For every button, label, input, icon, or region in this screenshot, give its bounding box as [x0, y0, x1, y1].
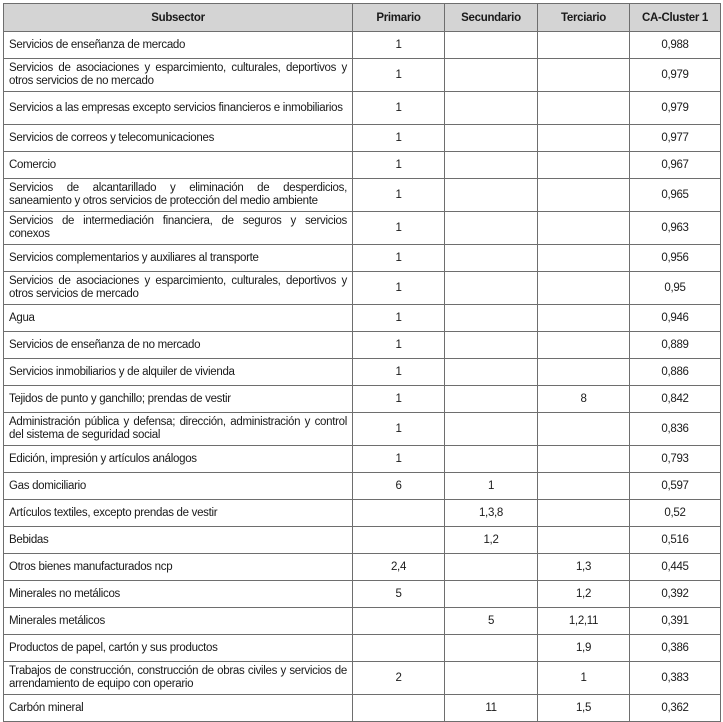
- secundario-cell: [445, 32, 538, 59]
- subsector-cell: Servicios de asociaciones y esparcimiento, culturales, deportivos y otros servicios de mercado: [4, 272, 353, 305]
- ca-cluster-cell: 0,445: [630, 554, 721, 581]
- ca-cluster-cell: 0,963: [630, 212, 721, 245]
- terciario-cell: [538, 179, 630, 212]
- terciario-cell: 1,5: [538, 695, 630, 722]
- terciario-cell: [538, 152, 630, 179]
- primario-cell: 1: [353, 272, 445, 305]
- subsector-cell: Artículos textiles, excepto prendas de vestir: [4, 500, 353, 527]
- ca-cluster-cell: 0,597: [630, 473, 721, 500]
- table-row: [4, 662, 721, 695]
- ca-cluster-cell: 0,886: [630, 359, 721, 386]
- table-row: [4, 245, 721, 272]
- subsector-cell: Servicios a las empresas excepto servicios financieros e inmobiliarios: [4, 92, 353, 125]
- terciario-cell: [538, 473, 630, 500]
- terciario-cell: 1,2,11: [538, 608, 630, 635]
- terciario-cell: [538, 305, 630, 332]
- subsector-cell: Bebidas: [4, 527, 353, 554]
- ca-cluster-cell: 0,967: [630, 152, 721, 179]
- primario-cell: [353, 500, 445, 527]
- secundario-cell: [445, 662, 538, 695]
- primario-cell: 6: [353, 473, 445, 500]
- table-row: [4, 413, 721, 446]
- ca-cluster-cell: 0,383: [630, 662, 721, 695]
- primario-cell: 1: [353, 305, 445, 332]
- primario-cell: 1: [353, 92, 445, 125]
- secundario-cell: [445, 554, 538, 581]
- subsector-cell: Minerales no metálicos: [4, 581, 353, 608]
- subsector-cell: Servicios inmobiliarios y de alquiler de vivienda: [4, 359, 353, 386]
- table-row: [4, 635, 721, 662]
- subsector-cell: Servicios de correos y telecomunicaciones: [4, 125, 353, 152]
- primario-cell: 1: [353, 32, 445, 59]
- header-terciario: Terciario: [538, 4, 630, 32]
- subsector-cell: Gas domiciliario: [4, 473, 353, 500]
- terciario-cell: 1: [538, 662, 630, 695]
- table-row: [4, 272, 721, 305]
- primario-cell: 1: [353, 386, 445, 413]
- table-row: [4, 527, 721, 554]
- subsector-cell: Agua: [4, 305, 353, 332]
- primario-cell: [353, 608, 445, 635]
- header-primario: Primario: [353, 4, 445, 32]
- primario-cell: 1: [353, 152, 445, 179]
- subsector-cell: Servicios de intermediación financiera, de seguros y servicios conexos: [4, 212, 353, 245]
- subsector-table: [3, 3, 721, 722]
- terciario-cell: 1,9: [538, 635, 630, 662]
- ca-cluster-cell: 0,391: [630, 608, 721, 635]
- secundario-cell: [445, 332, 538, 359]
- subsector-cell: Administración pública y defensa; dirección, administración y control del sistema de seguridad social: [4, 413, 353, 446]
- secundario-cell: 11: [445, 695, 538, 722]
- table-row: [4, 446, 721, 473]
- primario-cell: 2: [353, 662, 445, 695]
- table-row: [4, 92, 721, 125]
- ca-cluster-cell: 0,979: [630, 92, 721, 125]
- table-row: [4, 152, 721, 179]
- ca-cluster-cell: 0,988: [630, 32, 721, 59]
- secundario-cell: [445, 386, 538, 413]
- terciario-cell: [538, 32, 630, 59]
- terciario-cell: [538, 446, 630, 473]
- ca-cluster-cell: 0,392: [630, 581, 721, 608]
- primario-cell: 1: [353, 245, 445, 272]
- terciario-cell: [538, 359, 630, 386]
- secundario-cell: [445, 92, 538, 125]
- subsector-cell: Servicios de alcantarillado y eliminación de desperdicios, saneamiento y otros servicios de protección del medio ambiente: [4, 179, 353, 212]
- terciario-cell: [538, 527, 630, 554]
- header-ca-cluster: CA-Cluster 1: [630, 4, 721, 32]
- primario-cell: 1: [353, 212, 445, 245]
- subsector-cell: Trabajos de construcción, construcción de obras civiles y servicios de arrendamiento de equipo con operario: [4, 662, 353, 695]
- ca-cluster-cell: 0,95: [630, 272, 721, 305]
- table-row: [4, 554, 721, 581]
- secundario-cell: [445, 581, 538, 608]
- ca-cluster-cell: 0,956: [630, 245, 721, 272]
- subsector-cell: Carbón mineral: [4, 695, 353, 722]
- table-row: [4, 212, 721, 245]
- subsector-cell: Servicios de enseñanza de no mercado: [4, 332, 353, 359]
- secundario-cell: [445, 413, 538, 446]
- ca-cluster-cell: 0,793: [630, 446, 721, 473]
- table-row: [4, 305, 721, 332]
- subsector-cell: Edición, impresión y artículos análogos: [4, 446, 353, 473]
- secundario-cell: [445, 446, 538, 473]
- secundario-cell: [445, 245, 538, 272]
- table-row: [4, 179, 721, 212]
- ca-cluster-cell: 0,386: [630, 635, 721, 662]
- terciario-cell: [538, 245, 630, 272]
- secundario-cell: 1,2: [445, 527, 538, 554]
- subsector-cell: Minerales metálicos: [4, 608, 353, 635]
- secundario-cell: 5: [445, 608, 538, 635]
- subsector-cell: Otros bienes manufacturados ncp: [4, 554, 353, 581]
- terciario-cell: 1,2: [538, 581, 630, 608]
- primario-cell: 1: [353, 125, 445, 152]
- primario-cell: [353, 695, 445, 722]
- terciario-cell: [538, 413, 630, 446]
- secundario-cell: [445, 359, 538, 386]
- primario-cell: 1: [353, 179, 445, 212]
- secundario-cell: [445, 305, 538, 332]
- secundario-cell: [445, 635, 538, 662]
- ca-cluster-cell: 0,362: [630, 695, 721, 722]
- table-row: [4, 59, 721, 92]
- header-secundario: Secundario: [445, 4, 538, 32]
- table-row: [4, 32, 721, 59]
- table-row: [4, 695, 721, 722]
- secundario-cell: [445, 125, 538, 152]
- ca-cluster-cell: 0,52: [630, 500, 721, 527]
- ca-cluster-cell: 0,965: [630, 179, 721, 212]
- table-row: [4, 608, 721, 635]
- table-row: [4, 332, 721, 359]
- terciario-cell: [538, 212, 630, 245]
- ca-cluster-cell: 0,516: [630, 527, 721, 554]
- primario-cell: 1: [353, 413, 445, 446]
- ca-cluster-cell: 0,946: [630, 305, 721, 332]
- subsector-cell: Productos de papel, cartón y sus productos: [4, 635, 353, 662]
- primario-cell: 1: [353, 446, 445, 473]
- terciario-cell: [538, 59, 630, 92]
- subsector-cell: Tejidos de punto y ganchillo; prendas de vestir: [4, 386, 353, 413]
- secundario-cell: [445, 59, 538, 92]
- terciario-cell: 8: [538, 386, 630, 413]
- secundario-cell: 1,3,8: [445, 500, 538, 527]
- ca-cluster-cell: 0,842: [630, 386, 721, 413]
- terciario-cell: [538, 125, 630, 152]
- primario-cell: 1: [353, 332, 445, 359]
- primario-cell: 5: [353, 581, 445, 608]
- subsector-cell: Servicios de asociaciones y esparcimiento, culturales, deportivos y otros servicios de no mercado: [4, 59, 353, 92]
- secundario-cell: [445, 152, 538, 179]
- ca-cluster-cell: 0,889: [630, 332, 721, 359]
- table-row: [4, 386, 721, 413]
- ca-cluster-cell: 0,979: [630, 59, 721, 92]
- terciario-cell: [538, 332, 630, 359]
- terciario-cell: [538, 500, 630, 527]
- secundario-cell: [445, 212, 538, 245]
- primario-cell: [353, 635, 445, 662]
- primario-cell: [353, 527, 445, 554]
- table-row: [4, 359, 721, 386]
- primario-cell: 1: [353, 359, 445, 386]
- ca-cluster-cell: 0,836: [630, 413, 721, 446]
- subsector-cell: Servicios complementarios y auxiliares al transporte: [4, 245, 353, 272]
- table-row: [4, 581, 721, 608]
- secundario-cell: [445, 272, 538, 305]
- table-row: [4, 500, 721, 527]
- ca-cluster-cell: 0,977: [630, 125, 721, 152]
- primario-cell: 2,4: [353, 554, 445, 581]
- terciario-cell: [538, 272, 630, 305]
- table-header-row: [4, 4, 721, 32]
- table-row: [4, 125, 721, 152]
- subsector-cell: Comercio: [4, 152, 353, 179]
- terciario-cell: 1,3: [538, 554, 630, 581]
- table-row: [4, 473, 721, 500]
- subsector-cell: Servicios de enseñanza de mercado: [4, 32, 353, 59]
- secundario-cell: 1: [445, 473, 538, 500]
- header-subsector: Subsector: [4, 4, 353, 32]
- primario-cell: 1: [353, 59, 445, 92]
- secundario-cell: [445, 179, 538, 212]
- terciario-cell: [538, 92, 630, 125]
